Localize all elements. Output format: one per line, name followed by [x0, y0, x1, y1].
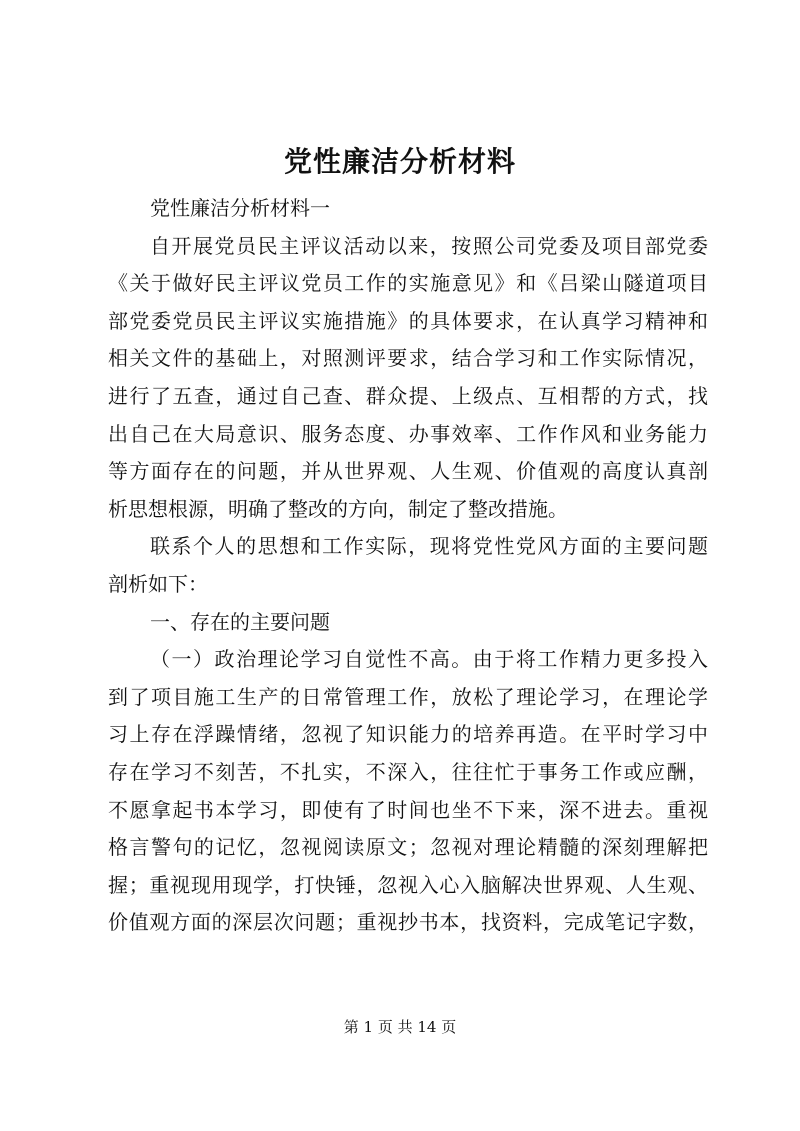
- section-heading: 党性廉洁分析材料一: [150, 196, 330, 220]
- paragraph-line: 握；重视现用现学，打快锤，忽视入心入脑解决世界观、人生观、: [108, 872, 708, 897]
- paragraph-line: 价值观方面的深层次问题；重视抄书本，找资料，完成笔记字数，: [108, 910, 708, 935]
- paragraph-line: 出自己在大局意识、服务态度、办事效率、工作作风和业务能力: [108, 421, 708, 446]
- paragraph-line: （一）政治理论学习自觉性不高。由于将工作精力更多投入: [150, 647, 708, 672]
- paragraph-line: 习上存在浮躁情绪，忽视了知识能力的培养再造。在平时学习中: [108, 722, 708, 747]
- paragraph-line: 到了项目施工生产的日常管理工作，放松了理论学习，在理论学: [108, 684, 708, 709]
- paragraph-line: 进行了五查，通过自己查、群众提、上级点、互相帮的方式，找: [108, 383, 708, 408]
- document-body: [108, 190, 708, 942]
- paragraph-line: 自开展党员民主评议活动以来，按照公司党委及项目部党委: [150, 233, 708, 258]
- paragraph-line: 部党委党员民主评议实施措施》的具体要求，在认真学习精神和: [108, 308, 708, 333]
- document-title: 党性廉洁分析材料: [283, 145, 516, 178]
- section-heading: 一、存在的主要问题: [150, 609, 330, 634]
- paragraph-line: 不愿拿起书本学习，即使有了时间也坐不下来，深不进去。重视: [108, 797, 708, 822]
- paragraph-line: 相关文件的基础上，对照测评要求，结合学习和工作实际情况，: [108, 346, 708, 371]
- paragraph-line: 等方面存在的问题，并从世界观、人生观、价值观的高度认真剖: [108, 459, 708, 484]
- paragraph-line: 剖析如下：: [108, 571, 208, 596]
- paragraph-line: 存在学习不刻苦，不扎实，不深入，往往忙于事务工作或应酬，: [108, 759, 708, 784]
- page-number-footer: 第 1 页 共 14 页: [343, 1018, 457, 1036]
- paragraph-line: 《关于做好民主评议党员工作的实施意见》和《吕梁山隧道项目: [108, 271, 708, 296]
- paragraph-line: 格言警句的记忆，忽视阅读原文；忽视对理论精髓的深刻理解把: [108, 835, 708, 860]
- paragraph-line: 析思想根源，明确了整改的方向，制定了整改措施。: [108, 496, 568, 521]
- paragraph-line: 联系个人的思想和工作实际，现将党性党风方面的主要问题: [150, 534, 708, 559]
